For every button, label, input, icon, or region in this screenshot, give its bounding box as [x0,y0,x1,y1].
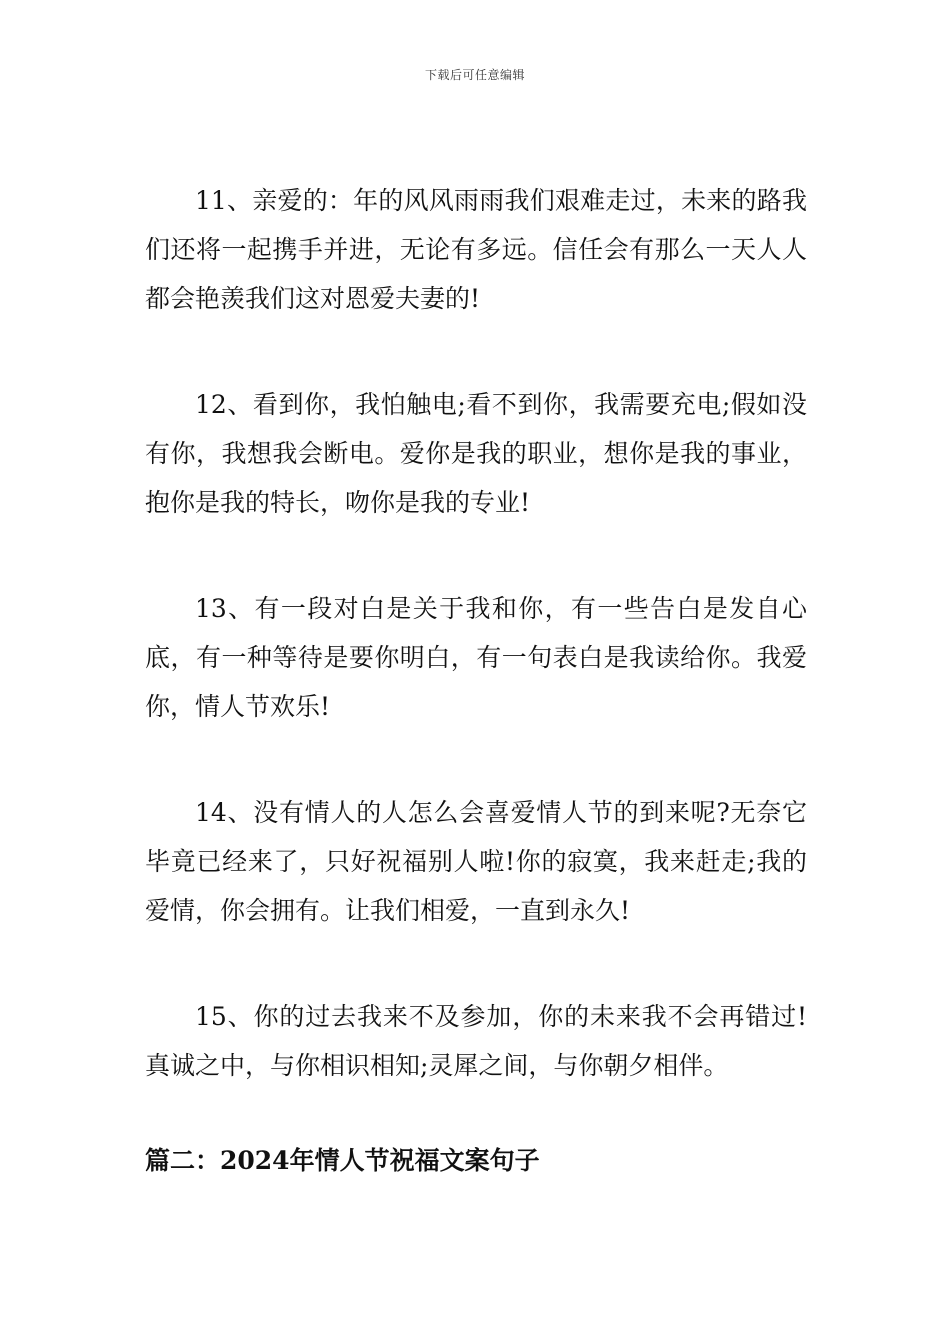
paragraph-12: 12、看到你，我怕触电;看不到你，我需要充电;假如没有你，我想我会断电。爱你是我的职业，想你是我的事业，抱你是我的特长，吻你是我的专业! [145,390,807,517]
paragraph-15: 15、你的过去我来不及参加，你的未来我不会再错过!真诚之中，与你相识相知;灵犀之间，与你朝夕相伴。 [145,1002,807,1080]
paragraph-14: 14、没有情人的人怎么会喜爱情人节的到来呢?无奈它毕竟已经来了，只好祝福别人啦!你的寂寞，我来赶走;我的爱情，你会拥有。让我们相爱，一直到永久! [145,798,807,925]
paragraph-13: 13、有一段对白是关于我和你，有一些告白是发自心底，有一种等待是要你明白，有一句表白是我读给你。我爱你，情人节欢乐! [145,594,807,721]
paragraph-11: 11、亲爱的：年的风风雨雨我们艰难走过，未来的路我们还将一起携手并进，无论有多远。信任会有那么一天人人都会艳羡我们这对恩爱夫妻的! [145,186,807,313]
document-body [145,176,807,1185]
page-header-note: 下载后可任意编辑 [424,68,525,82]
section-heading: 篇二：2024年情人节祝福文案句子 [145,1146,540,1175]
